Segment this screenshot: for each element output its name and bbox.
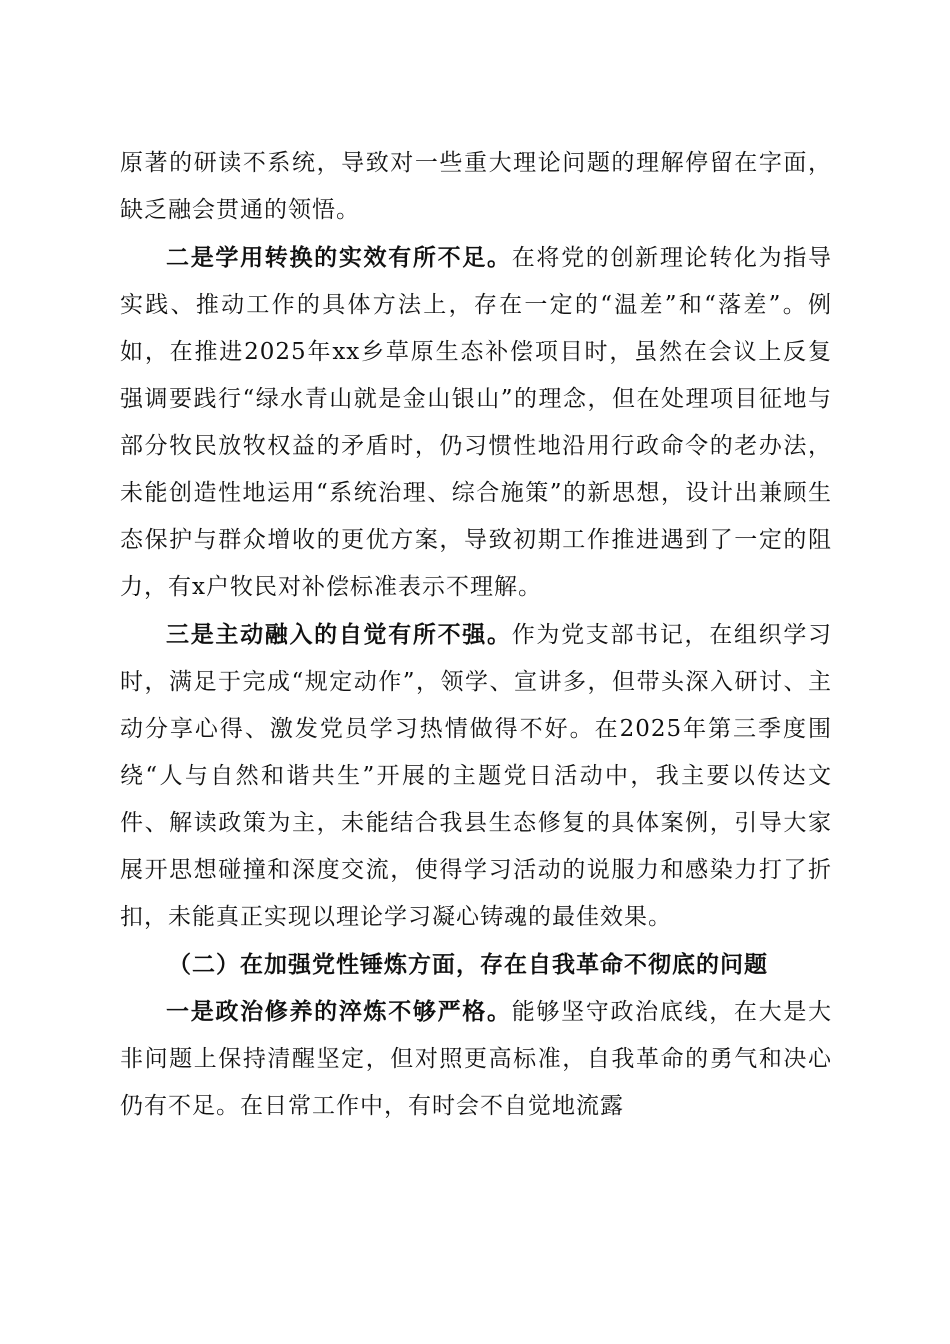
paragraph-point-two [120,234,832,611]
paragraph-text: 能够坚守政治底线，在大是大非问题上保持清醒坚定，但对照更高标准，自我革命的勇气和决心仍有不足。在日常工作中，有时会不自觉地流露 [120,999,833,1119]
paragraph-point-one [120,988,832,1130]
paragraph-point-three [120,611,832,941]
paragraph-lead: 二是学用转换的实效有所不足。 [166,244,512,271]
paragraph-text: 在将党的创新理论转化为指导实践、推动工作的具体方法上，存在一定的“温差”和“落差”。例如，在推进2025年xx乡草原生态补偿项目时，虽然在会议上反复强调要践行“绿水青山就是金山银山”的理念，但在处理项目征地与部分牧民放牧权益的矛盾时，仍习惯性地沿用行政命令的老办法，未能创造性地运用“系统治理、综合施策”的新思想，设计出兼顾生态保护与群众增收的更优方案，导致初期工作推进遇到了一定的阻力，有x户牧民对补偿标准表示不理解。 [120,245,833,600]
document-body [120,140,832,1130]
paragraph-text: 作为党支部书记，在组织学习时，满足于完成“规定动作”，领学、宣讲多，但带头深入研讨、主动分享心得、激发党员学习热情做得不好。在2025年第三季度围绕“人与自然和谐共生”开展的主题党日活动中，我主要以传达文件、解读政策为主，未能结合我县生态修复的具体案例，引导大家展开思想碰撞和深度交流，使得学习活动的说服力和感染力打了折扣，未能真正实现以理论学习凝心铸魂的最佳效果。 [120,622,833,930]
paragraph-lead: 三是主动融入的自觉有所不强。 [166,621,512,648]
paragraph-text: 原著的研读不系统，导致对一些重大理论问题的理解停留在字面，缺乏融会贯通的领悟。 [120,150,832,223]
paragraph-continued [120,140,832,234]
paragraph-lead: 一是政治修养的淬炼不够严格。 [166,998,512,1025]
section-heading: （二）在加强党性锤炼方面，存在自我革命不彻底的问题 [168,951,768,978]
